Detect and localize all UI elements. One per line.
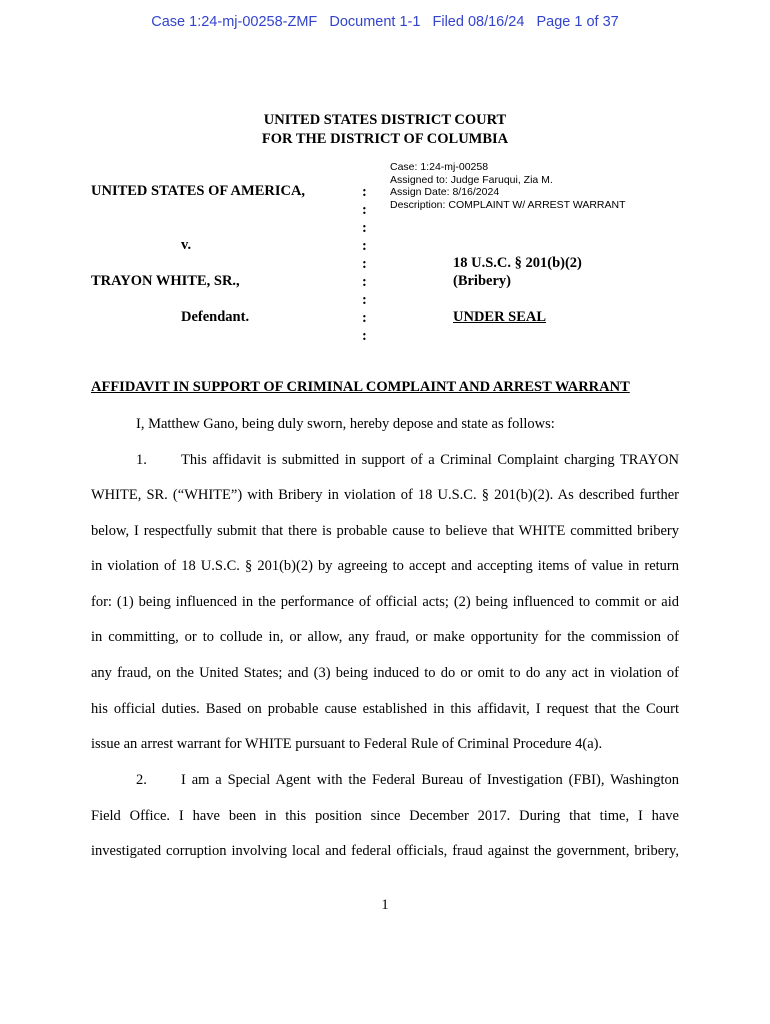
paragraph-line: This affidavit is submitted in support of a Criminal Complaint charging TRAYON <box>181 452 679 468</box>
paragraph-number: 2. <box>136 772 147 788</box>
caption-statute: 18 U.S.C. § 201(b)(2) <box>453 255 582 271</box>
caption-colon: : <box>362 202 367 218</box>
paragraph-line: for: (1) being influenced in the performance of official acts; (2) being influenced to commit or aid <box>91 594 679 610</box>
court-name: UNITED STATES DISTRICT COURT <box>263 112 507 128</box>
caption-colon: : <box>362 292 367 308</box>
paragraph-line: I am a Special Agent with the Federal Bureau of Investigation (FBI), Washington <box>181 772 679 788</box>
stamp-description: Description: COMPLAINT W/ ARREST WARRANT <box>390 198 626 211</box>
paragraph-line: in committing, or to collude in, or allow, any fraud, or make opportunity for the commission of <box>91 629 679 645</box>
paragraph-line: Field Office. I have been in this position since December 2017. During that time, I have <box>91 808 679 824</box>
paragraph-number: 1. <box>136 452 147 468</box>
document-title: AFFIDAVIT IN SUPPORT OF CRIMINAL COMPLAINT AND ARREST WARRANT <box>91 379 630 395</box>
paragraph-line: below, I respectfully submit that there is probable cause to believe that WHITE committed bribery <box>91 523 679 539</box>
caption-under-seal: UNDER SEAL <box>453 309 547 325</box>
paragraph-line: his official duties. Based on probable cause established in this affidavit, I request that the Court <box>91 701 679 717</box>
caption-colon: : <box>362 220 367 236</box>
paragraph-line: in violation of 18 U.S.C. § 201(b)(2) by agreeing to accept and accepting items of value in return <box>91 558 679 574</box>
filing-stamp <box>390 161 626 211</box>
paragraph-line: investigated corruption involving local and federal officials, fraud against the government, bribery, <box>91 843 679 859</box>
caption-colon: : <box>362 310 367 326</box>
ecf-header-stamp: Case 1:24-mj-00258-ZMF Document 1-1 Filed 08/16/24 Page 1 of 37 <box>151 14 619 30</box>
court-heading <box>0 111 770 149</box>
caption-colon: : <box>362 256 367 272</box>
paragraph-line: issue an arrest warrant for WHITE pursuant to Federal Rule of Criminal Procedure 4(a). <box>91 736 603 752</box>
caption-colon: : <box>362 238 367 254</box>
stamp-case-number: Case: 1:24-mj-00258 <box>390 161 489 173</box>
caption-versus: v. <box>181 237 192 253</box>
stamp-assigned-judge: Assigned to: Judge Faruqui, Zia M. <box>390 173 553 186</box>
court-district: FOR THE DISTRICT OF COLUMBIA <box>261 131 509 147</box>
paragraph-line: WHITE, SR. (“WHITE”) with Bribery in violation of 18 U.S.C. § 201(b)(2). As described further <box>91 487 679 503</box>
caption-defendant-label: Defendant. <box>181 309 250 325</box>
caption-plaintiff: UNITED STATES OF AMERICA, <box>91 183 306 199</box>
caption-colon: : <box>362 328 367 344</box>
paragraph-line: any fraud, on the United States; and (3) being induced to do or omit to do any act in violation of <box>91 665 679 681</box>
intro-paragraph: I, Matthew Gano, being duly sworn, hereby depose and state as follows: <box>136 416 555 432</box>
caption-colon: : <box>362 184 367 200</box>
caption-colon: : <box>362 274 367 290</box>
caption-defendant-name: TRAYON WHITE, SR., <box>91 273 240 289</box>
stamp-assign-date: Assign Date: 8/16/2024 <box>390 186 500 198</box>
page-number: 1 <box>381 897 389 913</box>
caption-charge: (Bribery) <box>453 273 511 289</box>
